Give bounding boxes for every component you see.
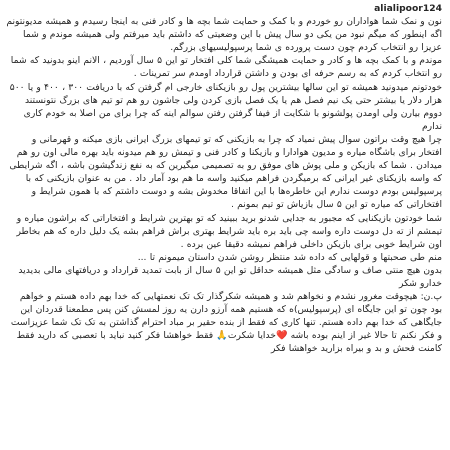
caption-paragraph: بدون هیچ منتی صاف و سادگی مثل همیشه حداقل تو این ۵ سال از بابت تمدید قرارداد و دریافتهای مالی بدیدید خدارو شکر [18,264,442,289]
caption-paragraph: چرا هیچ وقت براتون سوال پیش نمیاد که چرا به بازیکنی که تو تیمهای بزرگ ایرانی بازی میکنه و قهرمانی و افتخار برای باشگاه میاره و مدیون هوادارا و بازیکنا و کادر فنی و تیمش رو هم میدونه باید بهره مالی اون رو هم میدادن . شما که بازیکن و ملی پوش های موفق رو به تصمیمی میگیرین که به نفع زندگیشون باشه ، اگه شرایطی که واسه بازیکنای غیر ایرانی که برمیگردن فراهم میکنید واسه ما هم بود آمار داد . من به عنوان بازیکنی که با پرسپولیس بودم دوست ندارم این خاطره‌ها با این اتفاقا مخدوش بشه و دوست داشتم که با همون شرایط و افتخاراتی که میاره تو این ۵ سال بازیاش تو تیم بمونم . [9,133,442,211]
caption-paragraph: پ.ن: هیچوقت مغرور نشدم و نخواهم شد و همیشه شکرگذار تک تک نعمتهایی که خدا بهم داده هستم و خواهم بود چون تو این جایگاه ای (پرسپولیس)ه که هستیم همه آرزو دارن یه روز لمسش کنن پس مطمعنا قدردان این جایگاهی که خدا بهم داده هستم. تنها کاری که فقط از بنده حقیر بر مباد احترام گذاشتن به تک تک شما عزیزاست و فکر نکنم تا حالا غیر از اینم بوده باشه ❤️خدایا شکرت🙏 فقط خواهشا فکر کنید نباید با تعصبی که دارید فقط کامنت فحش و بد و بیراه بزارید خواهشا فکر [10,291,442,355]
caption-text [6,2,442,356]
caption-paragraph: نون و نمک شما هواداران رو خوردم و با کمک و حمایت شما بچه ها و کادر فنی به اینجا رسیدم و همیشه مدیونتونم اگه اینطور که میگم نبود من یکی دو سال پیش با این وضعیتی که داشتم باید میرفتم ولی همیشه موندم و شما عزیزا رو انتخاب کردم چون دست پرورده ی شما پرسپولیسیهای بزرگم. [6,16,442,54]
caption-paragraph: موندم و با کمک بچه ها و کادر و حمایت همیشگی شما کلی افتخار تو این ۵ سال آوردیم ، الانم اینو بدونید که شما رو انتخاب کردم که به رسم حرفه ای بودن و داشتن قرارداد اومدم سر تمرینات . [10,55,442,80]
caption-paragraph: منم طی صحبتها و قولهایی که داده شد منتظر روشن شدن داستان میمونم تا ... [137,251,442,263]
caption-body [6,15,442,355]
username-link[interactable]: alialipoor124 [374,3,442,14]
caption-paragraph: خودتونم میدونید همیشه تو این سالها بیشترین پول رو بازیکنای خارجی ام گرفتن که با دریافت ۳۰۰ ، ۴۰۰ و یا ۵۰۰ هزار دلار یا بیشتر حتی یک نیم فصل هم یا یک فصل بازی کردن ولی جاشون رو هم تو تیم های بزرگ نتونستند دووم بیارن ولی اومدن پولشونو با شکایت از فیفا گرفتن رفتن سوالم اینه که چرا برای من اصلا به خودم کاری ندارم [9,81,442,132]
caption-paragraph: شما خودتون بازیکنایی که مجبور به جدایی شدنو برید ببینید که تو بهترین شرایط و افتخاراتی که براشون میاره و تیمشم از ته دل دوست داره واسه چی باید بره باید شرایط بهتری براش فراهم بشه یک دلیل داره که هم بخاطر اون شرایط خوبی برای بازیکن داخلی فراهم نمیشه دقیقا عین برده . [16,212,442,250]
